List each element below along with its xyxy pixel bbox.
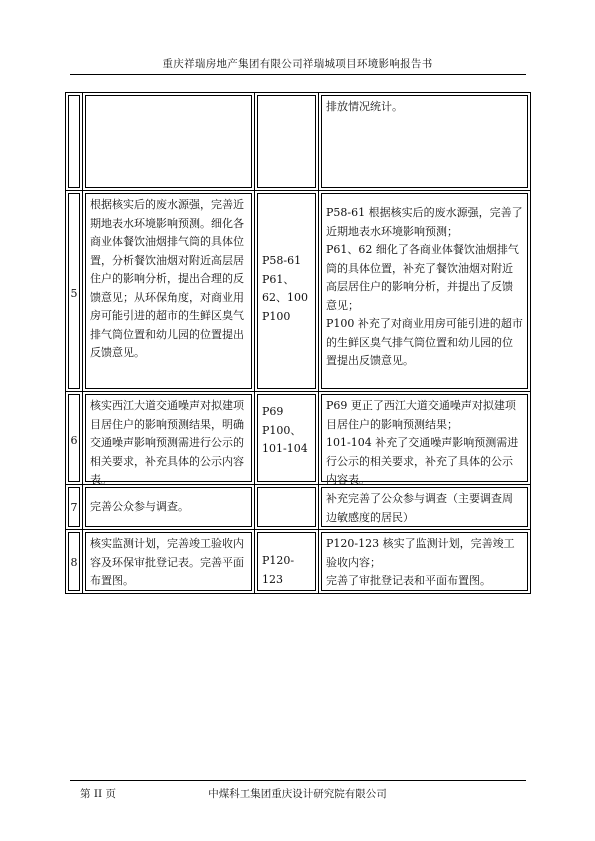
row-number-cell: 7	[66, 485, 83, 530]
response-line: P69 更正了西江大道交通噪声对拟建项目居住户的影响预测结果；	[326, 399, 516, 431]
response-cell	[319, 485, 531, 530]
response-cell	[319, 93, 531, 191]
page-ref-cell: P69 P100、101-104	[255, 392, 319, 485]
table-row	[66, 485, 531, 530]
row-number-cell	[66, 93, 83, 191]
page-number: 第 II 页	[80, 788, 116, 800]
response-cell	[319, 392, 531, 485]
response-line: P120-123 核实了监测计划，完善竣工验收内容；	[326, 537, 515, 569]
response-line: 补充完善了公众参与调查（主要调查周边敏感度的居民）	[326, 492, 513, 524]
response-line: P61、62 细化了各商业体餐饮油烟排气筒的具体位置，补充了餐饮油烟对附近高层居住户的影响分析，并提出了反馈意见；	[326, 243, 519, 312]
page-ref-cell: P58-61 P61、62、100 P100	[255, 191, 319, 392]
table-row	[66, 392, 531, 485]
page-ref-cell	[255, 485, 319, 530]
row-number-cell: 8	[66, 530, 83, 594]
opinion-cell: 核实监测计划，完善竣工验收内容及环保审批登记表。完善平面布置图。	[83, 530, 255, 594]
opinion-cell	[83, 93, 255, 191]
row-number-cell: 5	[66, 191, 83, 392]
row-number-cell: 6	[66, 392, 83, 485]
response-line: P100 补充了对商业用房可能引进的超市的生鲜区臭气排气筒位置和幼儿园的位置提出反馈意见。	[326, 317, 523, 367]
response-cell	[319, 530, 531, 594]
table-row	[66, 191, 531, 392]
header-divider	[70, 74, 526, 75]
response-cell	[319, 191, 531, 392]
opinion-cell: 根据核实后的废水源强，完善近期地表水环境影响预测。细化各商业体餐饮油烟排气筒的具体位置，分析餐饮油烟对附近高层居住户的影响分析，提出合理的反馈意见；从环保角度，对商业用房可能引进的超市的生鲜区臭气排气筒位置和幼儿园的位置提出反馈意见。	[83, 191, 255, 392]
review-response-table	[65, 92, 531, 594]
table-row	[66, 93, 531, 191]
opinion-cell: 完善公众参与调查。	[83, 485, 255, 530]
footer-divider	[70, 780, 526, 781]
page-header-title: 重庆祥瑞房地产集团有限公司祥瑞城项目环境影响报告书	[162, 58, 433, 70]
footer-organization: 中煤科工集团重庆设计研究院有限公司	[208, 788, 387, 800]
response-line: P58-61 根据核实后的废水源强，完善了近期地表水环境影响预测；	[326, 206, 523, 238]
response-line: 完善了审批登记表和平面布置图。	[326, 574, 491, 587]
page-ref-cell: P120-123	[255, 530, 319, 594]
table-row	[66, 530, 531, 594]
opinion-cell: 核实西江大道交通噪声对拟建项目居住户的影响预测结果，明确交通噪声影响预测需进行公示的相关要求，补充具体的公示内容表。	[83, 392, 255, 485]
response-line: 排放情况统计。	[326, 100, 403, 113]
page-ref-cell	[255, 93, 319, 191]
response-line: 101-104 补充了交通噪声影响预测需进行公示的相关要求，补充了具体的公示内容表。	[326, 436, 519, 486]
